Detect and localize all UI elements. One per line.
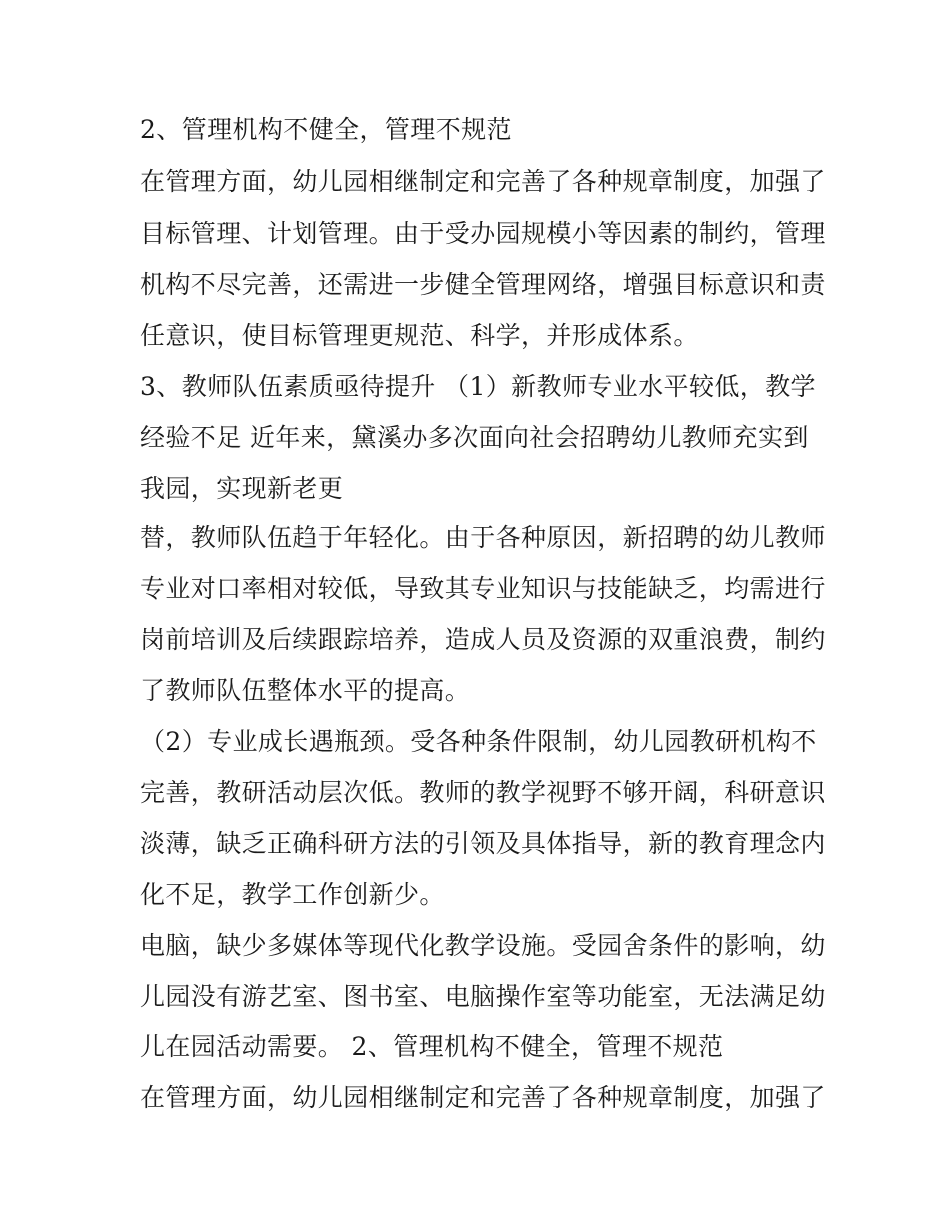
section-heading: 3、教师队伍素质亟待提升 （1）新教师专业水平较低，教学 bbox=[140, 372, 816, 401]
text-line: 在管理方面，幼儿园相继制定和完善了各种规章制度，加强了 bbox=[140, 167, 826, 196]
text-line: 完善，教研活动层次低。教师的教学视野不够开阔，科研意识 bbox=[140, 778, 826, 807]
text-line: 专业对口率相对较低，导致其专业知识与技能缺乏，均需进行 bbox=[140, 574, 826, 603]
text-line: 电脑，缺少多媒体等现代化教学设施。受园舍条件的影响，幼 bbox=[140, 931, 826, 960]
text-line: 目标管理、计划管理。由于受办园规模小等因素的制约，管理 bbox=[140, 219, 826, 248]
text-line: 经验不足 近年来，黛溪办多次面向社会招聘幼儿教师充实到 bbox=[140, 423, 809, 452]
text-line: 我园，实现新老更 bbox=[140, 474, 344, 503]
text-line: 在管理方面，幼儿园相继制定和完善了各种规章制度，加强了 bbox=[140, 1083, 826, 1112]
text-line: 任意识，使目标管理更规范、科学，并形成体系。 bbox=[140, 321, 699, 350]
text-line: 儿园没有游艺室、图书室、电脑操作室等功能室，无法满足幼 bbox=[140, 982, 826, 1011]
text-line: 了教师队伍整体水平的提高。 bbox=[140, 676, 471, 705]
text-line: （2）专业成长遇瓶颈。受各种条件限制，幼儿园教研机构不 bbox=[140, 727, 817, 756]
text-line: 替，教师队伍趋于年轻化。由于各种原因，新招聘的幼儿教师 bbox=[140, 523, 826, 552]
text-line: 化不足，教学工作创新少。 bbox=[140, 880, 445, 909]
text-line: 儿在园活动需要。 2、管理机构不健全，管理不规范 bbox=[140, 1032, 724, 1061]
text-line: 机构不尽完善，还需进一步健全管理网络，增强目标意识和责 bbox=[140, 270, 826, 299]
section-heading: 2、管理机构不健全，管理不规范 bbox=[140, 115, 512, 144]
text-line: 淡薄，缺乏正确科研方法的引领及具体指导，新的教育理念内 bbox=[140, 829, 826, 858]
text-line: 岗前培训及后续跟踪培养，造成人员及资源的双重浪费，制约 bbox=[140, 625, 826, 654]
